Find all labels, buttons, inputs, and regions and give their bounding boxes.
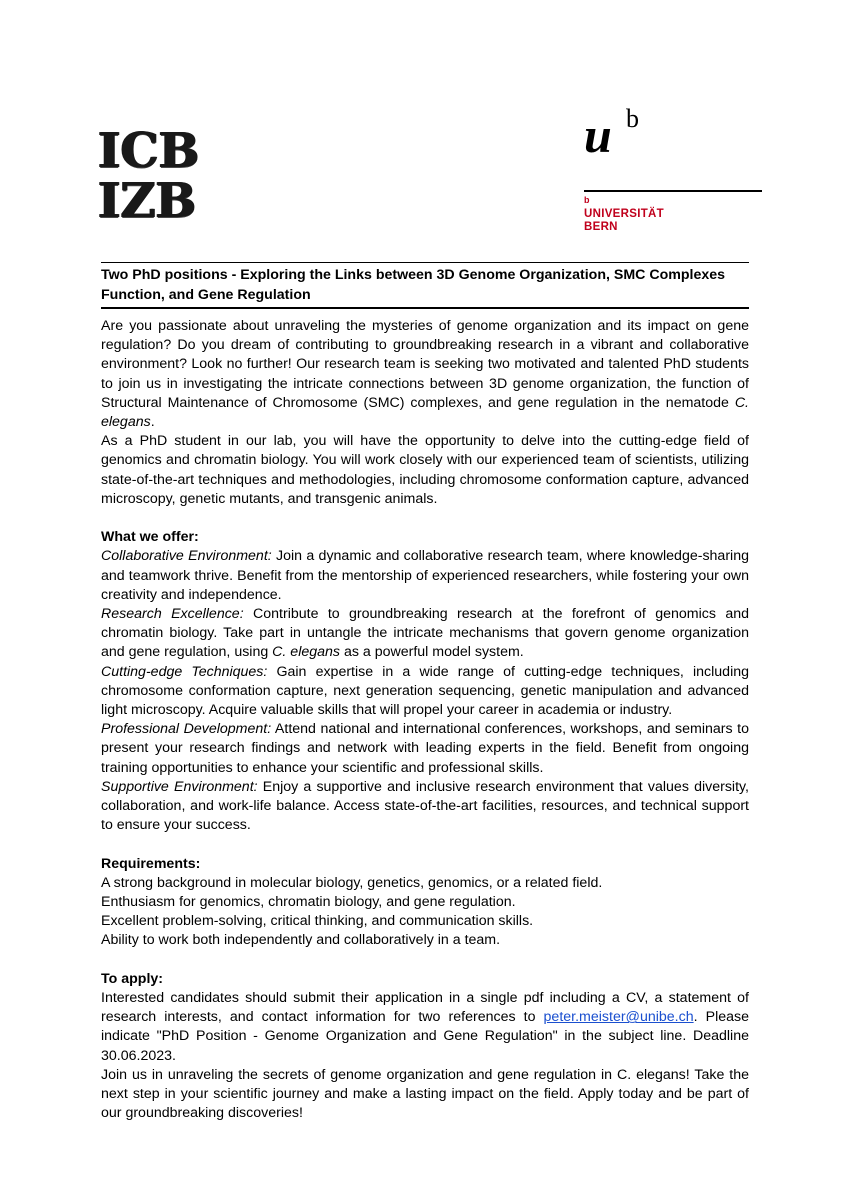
offer-text: Enjoy a supportive and inclusive research environment that values diversity, collaboration, and work-life balance. Access state-of-the-art facilities, resources, and technical support to ensure your success. (101, 778, 749, 834)
requirement-item: A strong background in molecular biology, genetics, genomics, or a related field. (101, 874, 603, 891)
offer-text: Contribute to groundbreaking research at the forefront of genomics and chromatin biology. Take part in untangle the intricate mechanisms that govern genome organization and gene regulation, using (101, 606, 749, 661)
university-line2: BERN (584, 221, 618, 233)
logo-izb-text: IZB (98, 173, 197, 229)
offer-item (101, 663, 749, 721)
apply-p1-text: Interested candidates should submit their application in a single pdf including a CV, a statement of research interests, and contact information for two references to (101, 990, 749, 1026)
offer-text: Join a dynamic and collaborative research team, where knowledge-sharing and teamwork thrive. Benefit from the mentorship of experienced researchers, while fostering your own creativity and independence. (101, 548, 749, 603)
intro-p1-text: Are you passionate about unraveling the mysteries of genome organization and its impact on gene regulation? Do you dream of contributing to groundbreaking research in a vibrant and collaborative environment? Look no further! Our research team is seeking two motivated and talented PhD students to join us in investigating the intricate connections between 3D genome organization, the function of Structural Maintenance of Chromosome (SMC) complexes, and gene regulation in the nematode (101, 318, 749, 411)
offer-text: Gain expertise in a wide range of cutting-edge techniques, including chromosome conformation capture, next generation sequencing, genetic manipulation and advanced light microscopy. Acquire valuable skills that will propel your career in academia or industry. (101, 663, 750, 719)
document-body (101, 262, 749, 1123)
ub-mark-u: u (584, 107, 612, 163)
title-top-rule (101, 262, 749, 263)
ub-mark-b: b (626, 104, 639, 133)
apply-paragraph-2: Join us in unraveling the secrets of genome organization and gene regulation in C. elegans! Take the next step in your scientific journey and make a lasting impact on the field. Apply today and be part of our groundbreaking discoveries! (101, 1066, 749, 1122)
intro-paragraph-1 (101, 317, 749, 432)
university-name (584, 208, 664, 234)
offer-label: Collaborative Environment: (101, 548, 272, 565)
apply-heading: To apply: (101, 970, 164, 987)
offer-label: Supportive Environment: (101, 778, 258, 795)
offer-item (101, 547, 749, 605)
offer-label: Professional Development: (101, 721, 272, 738)
offer-item (101, 605, 749, 663)
offer-label: Cutting-edge Techniques: (101, 663, 268, 680)
offer-species: C. elegans (272, 644, 340, 661)
intro-p1-end: . (150, 414, 155, 431)
apply-paragraph-1 (101, 989, 749, 1066)
page-title: Two PhD positions - Exploring the Links between 3D Genome Organization, SMC Complexes Function, and Gene Regulation (101, 267, 726, 303)
intro-paragraph-2: As a PhD student in our lab, you will have the opportunity to delve into the cutting-edge field of genomics and chromatin biology. You will work closely with our experienced team of scientists, utilizing state-of-the-art techniques and methodologies, including chromosome conformation capture, advanced microscopy, genetic mutants, and transgenic animals. (101, 433, 749, 507)
intro-species: C. elegans (101, 394, 749, 431)
offer-text-end: as a powerful model system. (340, 644, 524, 661)
offer-item (101, 720, 749, 778)
contact-email-link[interactable]: peter.meister@unibe.ch (543, 1009, 694, 1026)
ub-small-b: b (584, 195, 590, 205)
icb-izb-logo (98, 123, 208, 232)
offer-heading: What we offer: (101, 529, 199, 546)
offer-label: Research Excellence: (101, 606, 244, 623)
apply-p1-end: . Please indicate "PhD Position - Genome Organization and Gene Regulation" in the subject line. Deadline 30.06.2023. (101, 1009, 750, 1064)
logo-divider (584, 190, 762, 192)
requirement-item: Ability to work both independently and collaboratively in a team. (101, 932, 501, 949)
offer-item (101, 778, 749, 836)
requirement-item: Excellent problem-solving, critical thinking, and communication skills. (101, 913, 534, 930)
requirements-heading: Requirements: (101, 855, 201, 872)
logo-icb-text: ICB (98, 123, 200, 179)
unibe-logo (584, 100, 764, 240)
offer-text: Attend national and international conferences, workshops, and seminars to present your research findings and network with leading experts in the field. Benefit from ongoing training opportunities to enhance your scientific and professional skills. (101, 721, 749, 776)
university-line1: UNIVERSITÄT (584, 208, 664, 220)
title-bottom-rule (101, 307, 749, 309)
requirement-item: Enthusiasm for genomics, chromatin biology, and gene regulation. (101, 894, 516, 911)
